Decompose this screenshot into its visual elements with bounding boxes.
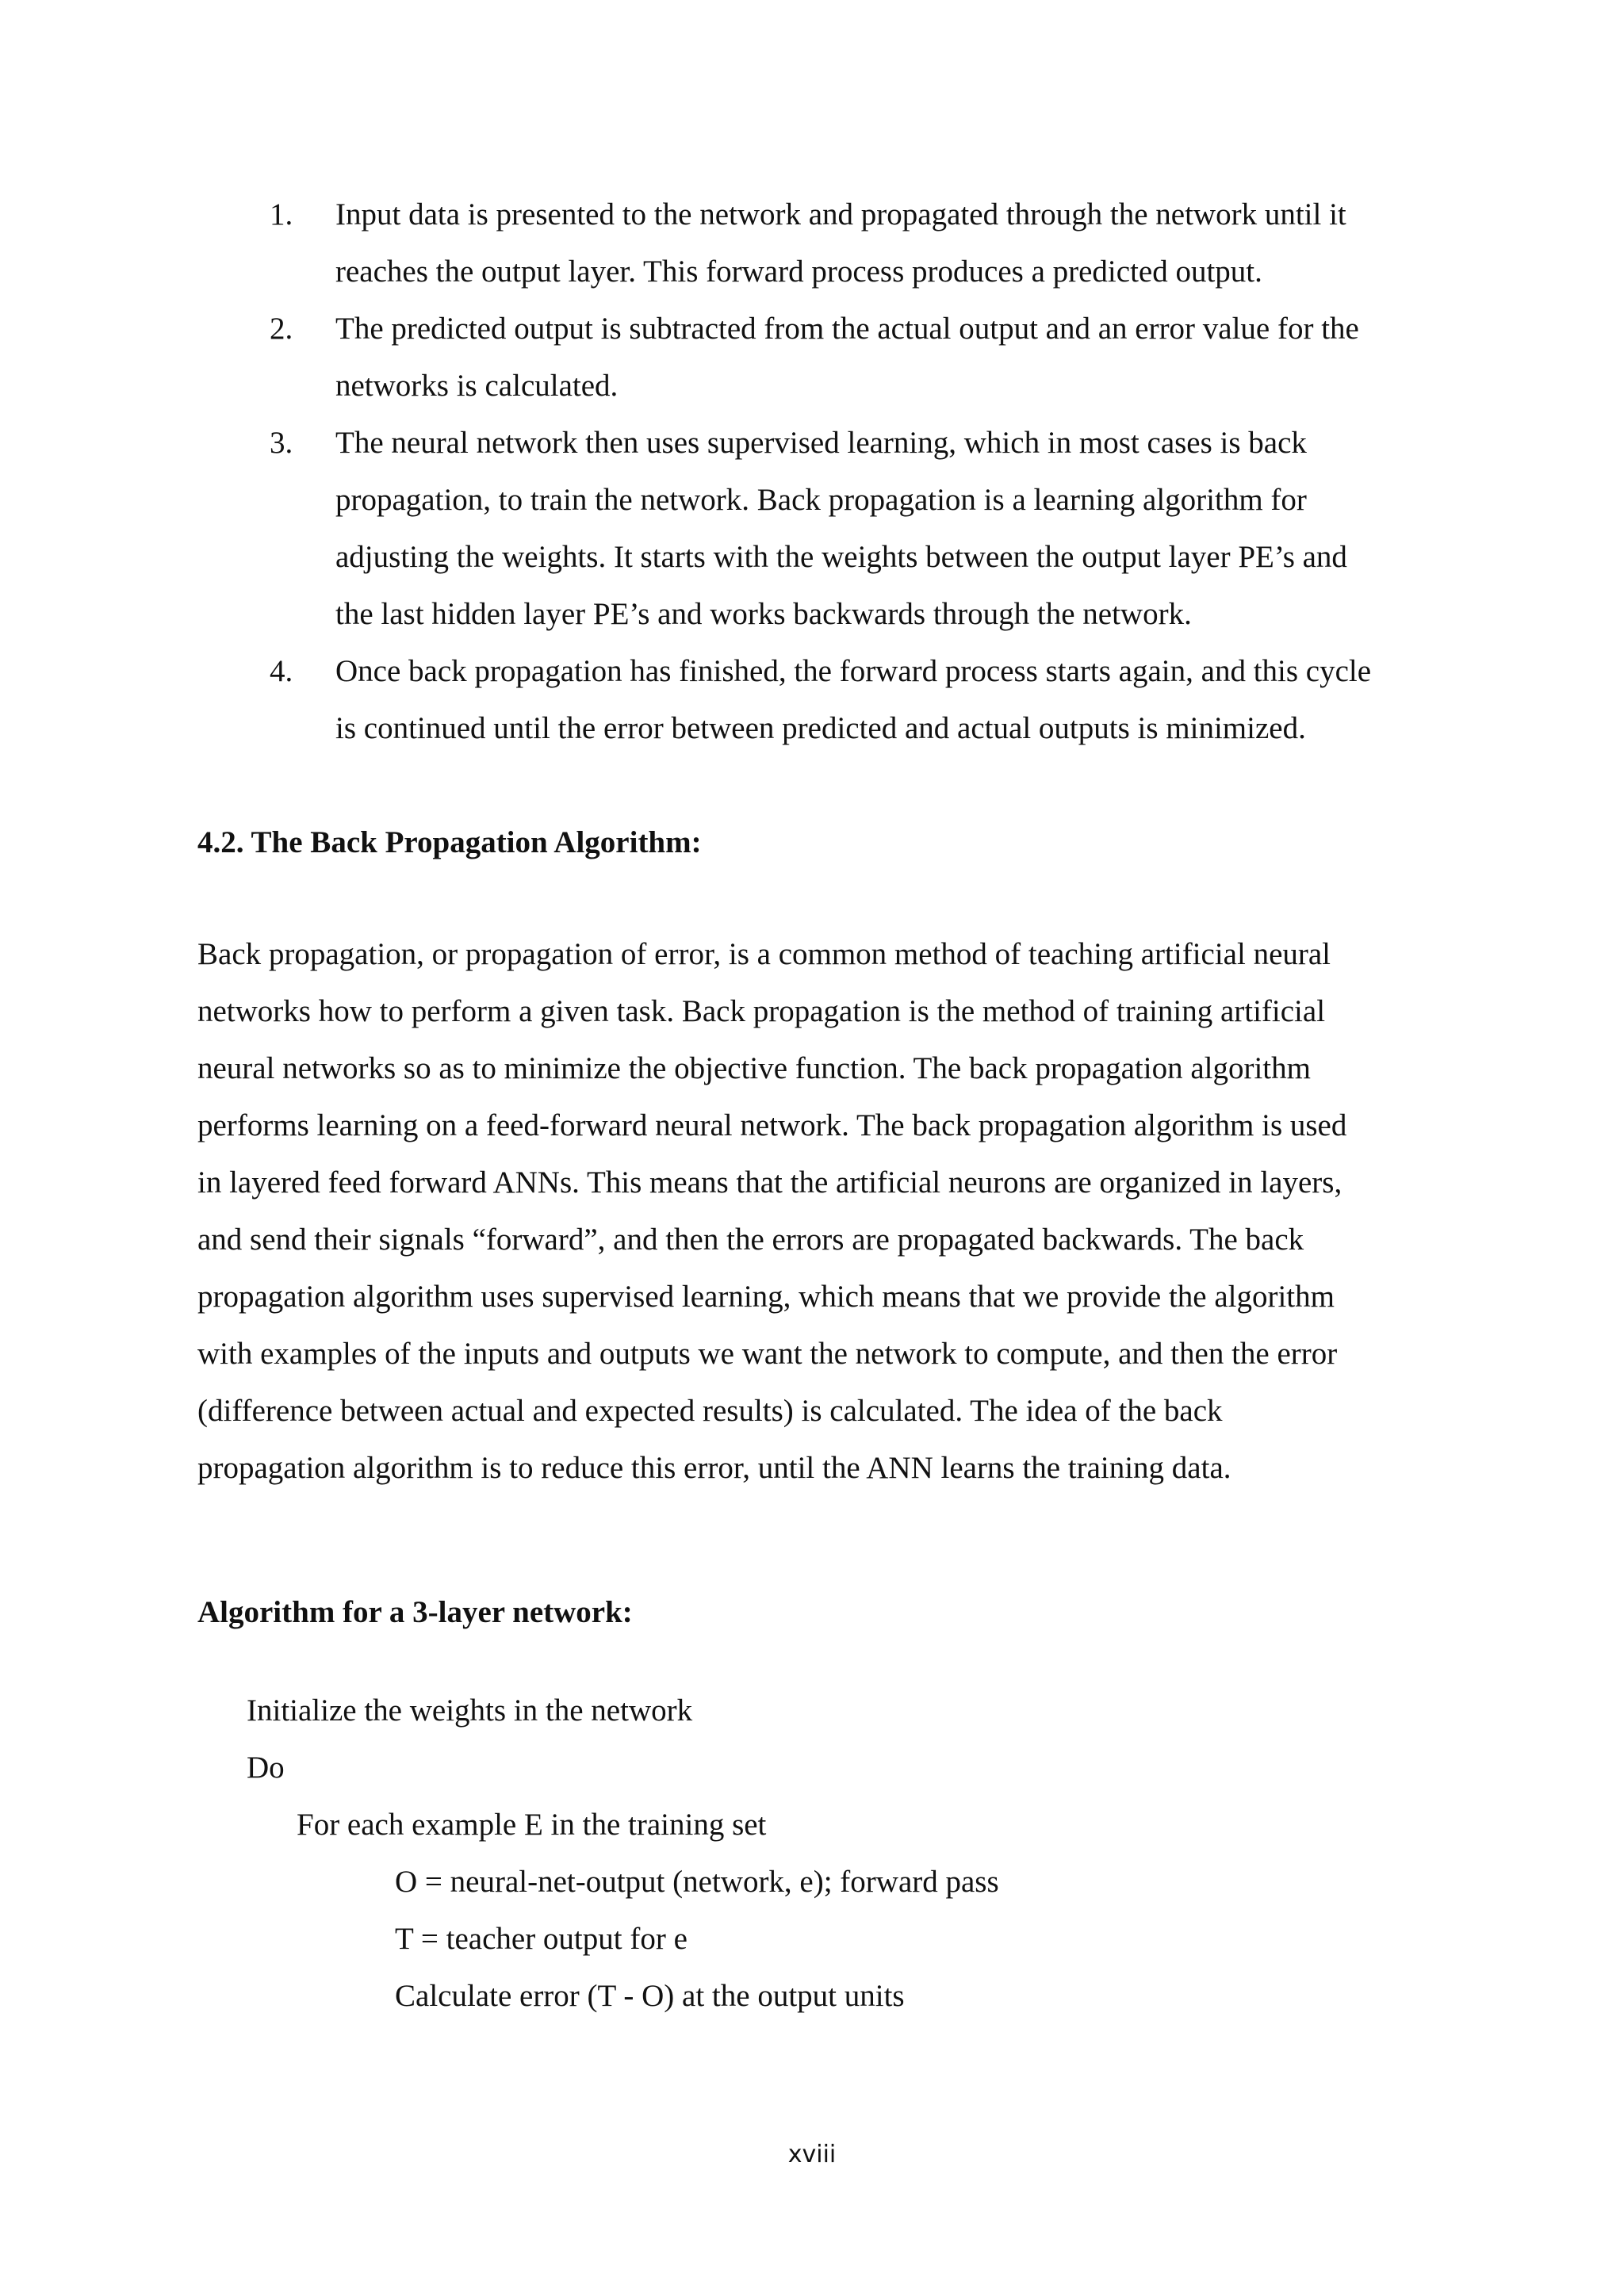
- algorithm-heading: Algorithm for a 3-layer network:: [197, 1595, 633, 1629]
- paragraph-line: in layered feed forward ANNs. This means that the artificial neurons are organized in layers,: [197, 1165, 1342, 1200]
- paragraph-line: propagation algorithm is to reduce this error, until the ANN learns the training data.: [197, 1451, 1231, 1485]
- pseudocode-line: For each example E in the training set: [297, 1808, 767, 1842]
- section-heading: 4.2. The Back Propagation Algorithm:: [197, 825, 702, 859]
- list-item-number: 1.: [270, 197, 293, 232]
- list-item-text: reaches the output layer. This forward process produces a predicted output.: [335, 254, 1262, 289]
- pseudocode-line: T = teacher output for e: [395, 1922, 688, 1956]
- list-item-text: is continued until the error between predicted and actual outputs is minimized.: [335, 711, 1306, 745]
- list-item-text: the last hidden layer PE’s and works backwards through the network.: [335, 597, 1192, 631]
- list-item-number: 2.: [270, 312, 293, 346]
- paragraph-line: (difference between actual and expected results) is calculated. The idea of the back: [197, 1394, 1223, 1428]
- page-number: xviii: [787, 2141, 837, 2168]
- list-item-text: Once back propagation has finished, the forward process starts again, and this cycle: [335, 654, 1372, 688]
- paragraph-line: Back propagation, or propagation of error, is a common method of teaching artificial neural: [197, 937, 1331, 971]
- list-item: [270, 300, 1435, 415]
- paragraph-line: neural networks so as to minimize the objective function. The back propagation algorithm: [197, 1051, 1311, 1085]
- paragraph-line: propagation algorithm uses supervised learning, which means that we provide the algorithm: [197, 1280, 1335, 1314]
- list-item: [270, 415, 1435, 643]
- list-item-number: 4.: [270, 654, 293, 688]
- pseudocode-line: Calculate error (T - O) at the output units: [395, 1979, 905, 2013]
- list-item: [270, 643, 1435, 757]
- list-item-text: networks is calculated.: [335, 369, 619, 403]
- pseudocode-line: Initialize the weights in the network: [247, 1693, 693, 1728]
- list-item-text: Input data is presented to the network and propagated through the network until it: [335, 197, 1346, 232]
- numbered-list: [270, 186, 1435, 757]
- pseudocode-line: O = neural-net-output (network, e); forward pass: [395, 1865, 999, 1899]
- list-item-text: adjusting the weights. It starts with the weights between the output layer PE’s and: [335, 540, 1347, 574]
- pseudocode-line: Do: [247, 1751, 285, 1785]
- list-item-number: 3.: [270, 426, 293, 460]
- list-item-text: propagation, to train the network. Back propagation is a learning algorithm for: [335, 483, 1307, 517]
- paragraph-line: and send their signals “forward”, and then the errors are propagated backwards. The back: [197, 1223, 1304, 1257]
- paragraph-line: performs learning on a feed-forward neural network. The back propagation algorithm is used: [197, 1108, 1347, 1142]
- list-item-text: The predicted output is subtracted from the actual output and an error value for the: [335, 312, 1359, 346]
- body-paragraph: [197, 926, 1346, 1497]
- paragraph-line: with examples of the inputs and outputs we want the network to compute, and then the error: [197, 1337, 1338, 1371]
- paragraph-line: networks how to perform a given task. Back propagation is the method of training artificial: [197, 994, 1326, 1028]
- list-item-text: The neural network then uses supervised learning, which in most cases is back: [335, 426, 1307, 460]
- algorithm-pseudocode: [0, 1682, 999, 2025]
- list-item: [270, 186, 1435, 300]
